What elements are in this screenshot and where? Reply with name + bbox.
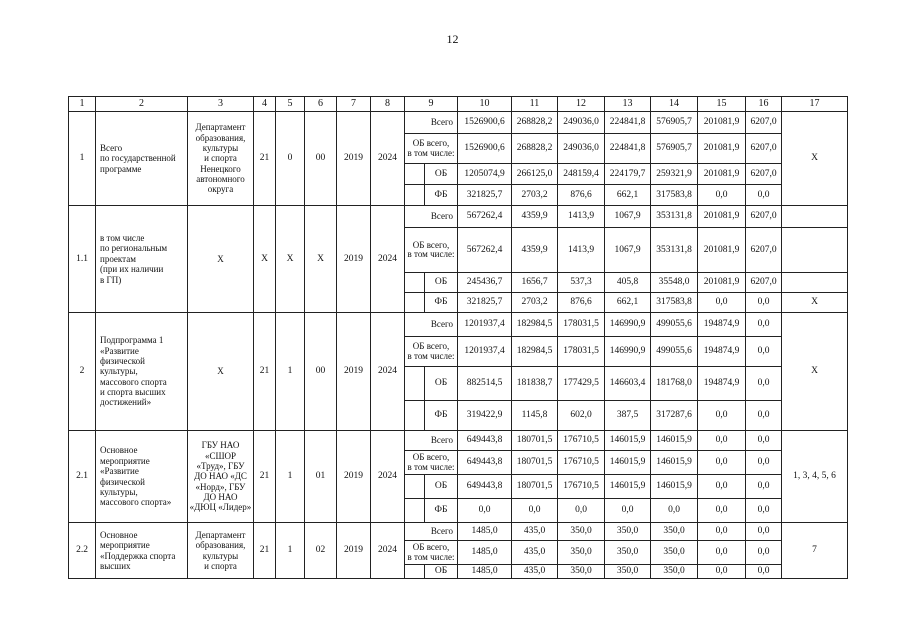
header-cell: 3 <box>188 97 254 112</box>
amount-cell: 4359,9 <box>512 228 558 273</box>
row-number: 2.2 <box>69 523 96 579</box>
funding-source-label: ФБ <box>425 185 458 206</box>
amount-cell: 176710,5 <box>558 451 605 475</box>
amount-cell: 177429,5 <box>558 367 605 401</box>
amount-cell: 350,0 <box>558 523 605 541</box>
amount-cell: 224841,8 <box>605 134 651 164</box>
amount-cell: 317583,8 <box>651 293 698 313</box>
end-year-cell: 2024 <box>371 523 405 579</box>
table-row <box>69 206 848 228</box>
funding-source-spacer <box>405 475 425 499</box>
item-name: Подпрограмма 1 «Развитие физической культуры, массового спорта и спорта высших достижений» <box>96 313 188 431</box>
amount-cell: 1145,8 <box>512 401 558 431</box>
amount-cell: 2703,2 <box>512 185 558 206</box>
amount-cell: 178031,5 <box>558 337 605 367</box>
amount-cell: 0,0 <box>746 565 782 579</box>
funding-source-spacer <box>405 273 425 293</box>
amount-cell: 0,0 <box>746 451 782 475</box>
amount-cell: 268828,2 <box>512 134 558 164</box>
amount-cell: 182984,5 <box>512 313 558 337</box>
amount-cell: 268828,2 <box>512 112 558 134</box>
amount-cell: 435,0 <box>512 541 558 565</box>
amount-cell: 350,0 <box>651 523 698 541</box>
amount-cell: 194874,9 <box>698 367 746 401</box>
indicator-cell <box>782 206 848 228</box>
header-cell: 12 <box>558 97 605 112</box>
amount-cell: 350,0 <box>605 523 651 541</box>
start-year-cell: 2019 <box>337 112 371 206</box>
header-cell: 10 <box>458 97 512 112</box>
amount-cell: 181768,0 <box>651 367 698 401</box>
header-cell: 8 <box>371 97 405 112</box>
row-number: 1.1 <box>69 206 96 313</box>
funding-source-label: ОБ всего, в том числе: <box>405 541 458 565</box>
amount-cell: 387,5 <box>605 401 651 431</box>
item-name: Основное мероприятие «Поддержка спорта высших <box>96 523 188 579</box>
amount-cell: 201081,9 <box>698 134 746 164</box>
funding-source-label: ОБ <box>425 565 458 579</box>
amount-cell: 0,0 <box>746 541 782 565</box>
header-cell: 9 <box>405 97 458 112</box>
amount-cell: 0,0 <box>651 499 698 523</box>
amount-cell: 321825,7 <box>458 293 512 313</box>
amount-cell: 0,0 <box>698 293 746 313</box>
code-cell-5: 1 <box>276 523 305 579</box>
amount-cell: 182984,5 <box>512 337 558 367</box>
code-cell-6: 01 <box>305 431 337 523</box>
funding-source-spacer <box>405 401 425 431</box>
item-name: Всего по государственной программе <box>96 112 188 206</box>
indicator-cell: X <box>782 313 848 431</box>
code-cell-5: 1 <box>276 313 305 431</box>
amount-cell: 6207,0 <box>746 228 782 273</box>
amount-cell: 350,0 <box>558 541 605 565</box>
amount-cell: 1413,9 <box>558 228 605 273</box>
amount-cell: 4359,9 <box>512 206 558 228</box>
funding-source-label: Всего <box>405 206 458 228</box>
amount-cell: 876,6 <box>558 293 605 313</box>
amount-cell: 146015,9 <box>651 451 698 475</box>
amount-cell: 0,0 <box>698 523 746 541</box>
amount-cell: 1201937,4 <box>458 337 512 367</box>
amount-cell: 350,0 <box>558 565 605 579</box>
amount-cell: 180701,5 <box>512 451 558 475</box>
amount-cell: 146015,9 <box>651 475 698 499</box>
amount-cell: 317287,6 <box>651 401 698 431</box>
indicator-cell: 1, 3, 4, 5, 6 <box>782 431 848 523</box>
code-cell-4: 21 <box>254 431 276 523</box>
code-cell-4: 21 <box>254 112 276 206</box>
end-year-cell: 2024 <box>371 206 405 313</box>
amount-cell: 6207,0 <box>746 134 782 164</box>
amount-cell: 259321,9 <box>651 164 698 185</box>
row-number: 1 <box>69 112 96 206</box>
amount-cell: 405,8 <box>605 273 651 293</box>
funding-source-label: ФБ <box>425 499 458 523</box>
executor-cell: Департамент образования, культуры и спорта Ненецкого автономного округа <box>188 112 254 206</box>
amount-cell: 1205074,9 <box>458 164 512 185</box>
amount-cell: 353131,8 <box>651 228 698 273</box>
amount-cell: 176710,5 <box>558 475 605 499</box>
item-name: в том числе по региональным проектам (при их наличии в ГП) <box>96 206 188 313</box>
table-header-row <box>69 97 848 112</box>
code-cell-6: 02 <box>305 523 337 579</box>
amount-cell: 0,0 <box>605 499 651 523</box>
amount-cell: 0,0 <box>558 499 605 523</box>
amount-cell: 181838,7 <box>512 367 558 401</box>
amount-cell: 567262,4 <box>458 206 512 228</box>
amount-cell: 201081,9 <box>698 228 746 273</box>
code-cell-4: 21 <box>254 523 276 579</box>
amount-cell: 0,0 <box>698 185 746 206</box>
header-cell: 13 <box>605 97 651 112</box>
amount-cell: 146603,4 <box>605 367 651 401</box>
amount-cell: 321825,7 <box>458 185 512 206</box>
start-year-cell: 2019 <box>337 523 371 579</box>
amount-cell: 0,0 <box>746 313 782 337</box>
amount-cell: 1485,0 <box>458 523 512 541</box>
amount-cell: 0,0 <box>746 337 782 367</box>
amount-cell: 0,0 <box>746 401 782 431</box>
amount-cell: 0,0 <box>746 293 782 313</box>
amount-cell: 0,0 <box>698 475 746 499</box>
funding-source-label: ОБ всего, в том числе: <box>405 451 458 475</box>
funding-source-label: ОБ <box>425 164 458 185</box>
amount-cell: 882514,5 <box>458 367 512 401</box>
start-year-cell: 2019 <box>337 431 371 523</box>
funding-source-spacer <box>405 367 425 401</box>
amount-cell: 0,0 <box>458 499 512 523</box>
funding-source-label: ФБ <box>425 293 458 313</box>
amount-cell: 350,0 <box>605 541 651 565</box>
amount-cell: 649443,8 <box>458 451 512 475</box>
item-name: Основное мероприятие «Развитие физической культуры, массового спорта» <box>96 431 188 523</box>
amount-cell: 2703,2 <box>512 293 558 313</box>
funding-source-spacer <box>405 565 425 579</box>
amount-cell: 146015,9 <box>605 451 651 475</box>
amount-cell: 350,0 <box>651 565 698 579</box>
funding-source-spacer <box>405 499 425 523</box>
amount-cell: 435,0 <box>512 523 558 541</box>
funding-source-label: ОБ <box>425 367 458 401</box>
amount-cell: 146015,9 <box>605 431 651 451</box>
code-cell-4: 21 <box>254 313 276 431</box>
executor-cell: Департамент образования, культуры и спорта <box>188 523 254 579</box>
amount-cell: 245436,7 <box>458 273 512 293</box>
amount-cell: 1067,9 <box>605 228 651 273</box>
amount-cell: 662,1 <box>605 185 651 206</box>
amount-cell: 1485,0 <box>458 565 512 579</box>
row-number: 2.1 <box>69 431 96 523</box>
amount-cell: 0,0 <box>698 565 746 579</box>
amount-cell: 662,1 <box>605 293 651 313</box>
amount-cell: 537,3 <box>558 273 605 293</box>
executor-cell: ГБУ НАО «СШОР «Труд», ГБУ ДО НАО «ДС «Норд», ГБУ ДО НАО «ДЮЦ «Лидер» <box>188 431 254 523</box>
funding-source-label: ФБ <box>425 401 458 431</box>
amount-cell: 567262,4 <box>458 228 512 273</box>
amount-cell: 6207,0 <box>746 164 782 185</box>
end-year-cell: 2024 <box>371 431 405 523</box>
amount-cell: 0,0 <box>698 541 746 565</box>
amount-cell: 224179,7 <box>605 164 651 185</box>
funding-source-spacer <box>405 164 425 185</box>
amount-cell: 146015,9 <box>651 431 698 451</box>
amount-cell: 6207,0 <box>746 206 782 228</box>
amount-cell: 266125,0 <box>512 164 558 185</box>
funding-source-label: ОБ <box>425 475 458 499</box>
amount-cell: 649443,8 <box>458 475 512 499</box>
amount-cell: 319422,9 <box>458 401 512 431</box>
amount-cell: 499055,6 <box>651 337 698 367</box>
header-cell: 14 <box>651 97 698 112</box>
amount-cell: 350,0 <box>651 541 698 565</box>
amount-cell: 317583,8 <box>651 185 698 206</box>
header-cell: 17 <box>782 97 848 112</box>
header-cell: 6 <box>305 97 337 112</box>
amount-cell: 0,0 <box>698 401 746 431</box>
page-number: 12 <box>446 32 459 46</box>
amount-cell: 0,0 <box>746 185 782 206</box>
funding-source-label: Всего <box>405 313 458 337</box>
funding-source-label: ОБ всего, в том числе: <box>405 337 458 367</box>
funding-source-label: ОБ всего, в том числе: <box>405 134 458 164</box>
funding-source-label: ОБ всего, в том числе: <box>405 228 458 273</box>
funding-source-label: ОБ <box>425 273 458 293</box>
amount-cell: 576905,7 <box>651 134 698 164</box>
code-cell-6: 00 <box>305 313 337 431</box>
table-row <box>69 112 848 134</box>
amount-cell: 353131,8 <box>651 206 698 228</box>
amount-cell: 35548,0 <box>651 273 698 293</box>
funding-source-spacer <box>405 185 425 206</box>
header-cell: 2 <box>96 97 188 112</box>
code-cell-5: 1 <box>276 431 305 523</box>
header-cell: 4 <box>254 97 276 112</box>
amount-cell: 602,0 <box>558 401 605 431</box>
amount-cell: 146015,9 <box>605 475 651 499</box>
amount-cell: 1201937,4 <box>458 313 512 337</box>
executor-cell: X <box>188 206 254 313</box>
amount-cell: 176710,5 <box>558 431 605 451</box>
amount-cell: 1656,7 <box>512 273 558 293</box>
amount-cell: 194874,9 <box>698 337 746 367</box>
funding-source-label: Всего <box>405 523 458 541</box>
amount-cell: 0,0 <box>512 499 558 523</box>
end-year-cell: 2024 <box>371 112 405 206</box>
amount-cell: 201081,9 <box>698 164 746 185</box>
amount-cell: 0,0 <box>746 523 782 541</box>
amount-cell: 178031,5 <box>558 313 605 337</box>
amount-cell: 201081,9 <box>698 273 746 293</box>
amount-cell: 649443,8 <box>458 431 512 451</box>
header-cell: 5 <box>276 97 305 112</box>
row-number: 2 <box>69 313 96 431</box>
table-row <box>69 523 848 541</box>
amount-cell: 0,0 <box>746 431 782 451</box>
indicator-cell <box>782 228 848 273</box>
amount-cell: 0,0 <box>698 499 746 523</box>
amount-cell: 0,0 <box>746 499 782 523</box>
code-cell-6: X <box>305 206 337 313</box>
header-cell: 11 <box>512 97 558 112</box>
header-cell: 15 <box>698 97 746 112</box>
amount-cell: 180701,5 <box>512 431 558 451</box>
amount-cell: 194874,9 <box>698 313 746 337</box>
amount-cell: 0,0 <box>698 431 746 451</box>
amount-cell: 1485,0 <box>458 541 512 565</box>
amount-cell: 248159,4 <box>558 164 605 185</box>
amount-cell: 180701,5 <box>512 475 558 499</box>
indicator-cell: X <box>782 293 848 313</box>
amount-cell: 249036,0 <box>558 112 605 134</box>
amount-cell: 6207,0 <box>746 112 782 134</box>
amount-cell: 6207,0 <box>746 273 782 293</box>
amount-cell: 146990,9 <box>605 337 651 367</box>
start-year-cell: 2019 <box>337 206 371 313</box>
indicator-cell <box>782 273 848 293</box>
start-year-cell: 2019 <box>337 313 371 431</box>
amount-cell: 1067,9 <box>605 206 651 228</box>
program-finance-table <box>68 96 848 579</box>
amount-cell: 0,0 <box>746 475 782 499</box>
table-row <box>69 431 848 451</box>
amount-cell: 1526900,6 <box>458 134 512 164</box>
amount-cell: 0,0 <box>746 367 782 401</box>
amount-cell: 876,6 <box>558 185 605 206</box>
table-row <box>69 313 848 337</box>
indicator-cell: 7 <box>782 523 848 579</box>
indicator-cell: X <box>782 112 848 206</box>
code-cell-5: X <box>276 206 305 313</box>
amount-cell: 0,0 <box>698 451 746 475</box>
amount-cell: 201081,9 <box>698 112 746 134</box>
amount-cell: 350,0 <box>605 565 651 579</box>
amount-cell: 1413,9 <box>558 206 605 228</box>
amount-cell: 201081,9 <box>698 206 746 228</box>
amount-cell: 499055,6 <box>651 313 698 337</box>
funding-source-spacer <box>405 293 425 313</box>
code-cell-4: X <box>254 206 276 313</box>
header-cell: 7 <box>337 97 371 112</box>
end-year-cell: 2024 <box>371 313 405 431</box>
funding-source-label: Всего <box>405 112 458 134</box>
amount-cell: 1526900,6 <box>458 112 512 134</box>
code-cell-5: 0 <box>276 112 305 206</box>
amount-cell: 224841,8 <box>605 112 651 134</box>
amount-cell: 435,0 <box>512 565 558 579</box>
header-cell: 1 <box>69 97 96 112</box>
code-cell-6: 00 <box>305 112 337 206</box>
header-cell: 16 <box>746 97 782 112</box>
amount-cell: 249036,0 <box>558 134 605 164</box>
funding-source-label: Всего <box>405 431 458 451</box>
executor-cell: X <box>188 313 254 431</box>
amount-cell: 576905,7 <box>651 112 698 134</box>
amount-cell: 146990,9 <box>605 313 651 337</box>
